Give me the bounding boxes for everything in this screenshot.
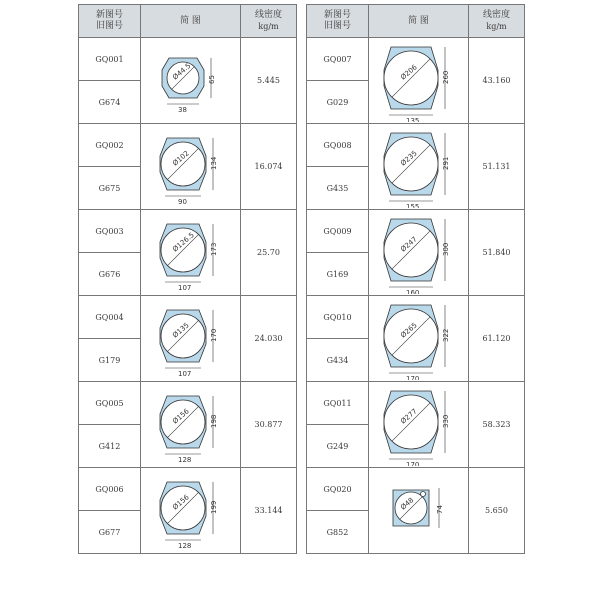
profile-row bbox=[307, 124, 525, 167]
header-old-no: 旧图号 bbox=[95, 21, 123, 31]
profile-row bbox=[307, 38, 525, 81]
profile-drawing bbox=[371, 40, 467, 122]
width-label: 128 bbox=[177, 541, 191, 550]
width-label: 170 bbox=[405, 374, 419, 380]
height-label: 173 bbox=[209, 242, 218, 256]
old-drawing-number: G029 bbox=[307, 81, 369, 124]
linear-density-value: 51.131 bbox=[469, 124, 525, 210]
left-profile-table bbox=[78, 4, 297, 554]
old-drawing-number: G676 bbox=[79, 253, 141, 296]
linear-density-value: 5.445 bbox=[241, 38, 297, 124]
header-diagram: 简 图 bbox=[369, 5, 469, 38]
profile-row bbox=[307, 382, 525, 425]
profile-diagram bbox=[141, 468, 241, 554]
diameter-label: Ø102 bbox=[170, 148, 191, 168]
height-label: 330 bbox=[441, 414, 450, 428]
width-label: 107 bbox=[177, 283, 191, 292]
profile-drawing bbox=[143, 470, 239, 552]
profile-row bbox=[79, 210, 297, 253]
width-label: 128 bbox=[177, 455, 191, 464]
header-density-unit: kg/m bbox=[486, 22, 507, 31]
height-label: 198 bbox=[209, 414, 218, 428]
profile-drawing bbox=[371, 470, 467, 552]
height-label: 260 bbox=[441, 70, 450, 84]
old-drawing-number: G852 bbox=[307, 511, 369, 554]
profile-row bbox=[79, 38, 297, 81]
new-drawing-number: GQ011 bbox=[307, 382, 369, 425]
diameter-label: Ø135 bbox=[170, 320, 191, 340]
width-label: 160 bbox=[405, 288, 419, 294]
width-label: 90 bbox=[177, 197, 187, 206]
linear-density-value: 58.323 bbox=[469, 382, 525, 468]
diameter-label: Ø156 bbox=[170, 406, 191, 426]
profile-drawing bbox=[371, 126, 467, 208]
profile-drawing bbox=[371, 384, 467, 466]
height-label: 74 bbox=[435, 504, 444, 514]
old-drawing-number: G435 bbox=[307, 167, 369, 210]
linear-density-value: 51.840 bbox=[469, 210, 525, 296]
profile-row bbox=[79, 296, 297, 339]
old-drawing-number: G249 bbox=[307, 425, 369, 468]
profile-row bbox=[79, 124, 297, 167]
height-label: 322 bbox=[441, 328, 450, 342]
old-drawing-number: G434 bbox=[307, 339, 369, 382]
header-old-no: 旧图号 bbox=[323, 21, 351, 31]
width-label: 135 bbox=[405, 116, 419, 122]
profile-diagram bbox=[369, 124, 469, 210]
profile-diagram bbox=[141, 296, 241, 382]
left-table-body bbox=[79, 38, 297, 554]
profile-diagram bbox=[141, 382, 241, 468]
profile-row bbox=[79, 468, 297, 511]
diameter-label: Ø277 bbox=[398, 406, 419, 426]
linear-density-value: 25.70 bbox=[241, 210, 297, 296]
header-new-no: 新图号 bbox=[323, 10, 351, 20]
new-drawing-number: GQ008 bbox=[307, 124, 369, 167]
profile-drawing bbox=[143, 212, 239, 294]
profile-row bbox=[307, 210, 525, 253]
linear-density-value: 16.074 bbox=[241, 124, 297, 210]
profile-diagram bbox=[369, 468, 469, 554]
profile-diagram bbox=[369, 210, 469, 296]
header-density-label: 线密度 bbox=[482, 10, 510, 20]
right-table-body bbox=[307, 38, 525, 554]
diameter-label: Ø265 bbox=[398, 320, 419, 340]
diameter-label: Ø126.5 bbox=[170, 230, 196, 254]
height-label: 199 bbox=[209, 500, 218, 514]
width-label: 38 bbox=[177, 105, 187, 114]
profile-drawing bbox=[143, 298, 239, 380]
profile-row bbox=[79, 382, 297, 425]
profile-row bbox=[307, 296, 525, 339]
linear-density-value: 24.030 bbox=[241, 296, 297, 382]
old-drawing-number: G179 bbox=[79, 339, 141, 382]
old-drawing-number: G412 bbox=[79, 425, 141, 468]
profile-diagram bbox=[141, 124, 241, 210]
profile-drawing bbox=[143, 40, 239, 122]
height-label: 170 bbox=[209, 328, 218, 342]
new-drawing-number: GQ005 bbox=[79, 382, 141, 425]
linear-density-value: 30.877 bbox=[241, 382, 297, 468]
new-drawing-number: GQ007 bbox=[307, 38, 369, 81]
old-drawing-number: G674 bbox=[79, 81, 141, 124]
width-label: 155 bbox=[405, 202, 419, 208]
width-label: 170 bbox=[405, 460, 419, 466]
new-drawing-number: GQ001 bbox=[79, 38, 141, 81]
header-density bbox=[241, 5, 297, 38]
new-drawing-number: GQ002 bbox=[79, 124, 141, 167]
header-density-unit: kg/m bbox=[258, 22, 279, 31]
header-numbers bbox=[79, 5, 141, 38]
linear-density-value: 61.120 bbox=[469, 296, 525, 382]
profile-drawing bbox=[143, 384, 239, 466]
header-diagram: 简 图 bbox=[141, 5, 241, 38]
profile-drawing bbox=[143, 126, 239, 208]
height-label: 291 bbox=[441, 156, 450, 170]
new-drawing-number: GQ004 bbox=[79, 296, 141, 339]
profile-row bbox=[307, 468, 525, 511]
height-label: 65 bbox=[207, 74, 216, 84]
old-drawing-number: G169 bbox=[307, 253, 369, 296]
new-drawing-number: GQ009 bbox=[307, 210, 369, 253]
pin-hole bbox=[420, 491, 425, 496]
header-density bbox=[469, 5, 525, 38]
height-label: 134 bbox=[209, 156, 218, 170]
width-label: 107 bbox=[177, 369, 191, 378]
new-drawing-number: GQ003 bbox=[79, 210, 141, 253]
profile-diagram bbox=[141, 210, 241, 296]
linear-density-value: 5.650 bbox=[469, 468, 525, 554]
profile-drawing bbox=[371, 298, 467, 380]
diameter-label: Ø247 bbox=[398, 234, 419, 254]
diameter-label: Ø44.5 bbox=[170, 61, 192, 82]
profile-diagram bbox=[141, 38, 241, 124]
new-drawing-number: GQ010 bbox=[307, 296, 369, 339]
diameter-label: Ø206 bbox=[398, 62, 419, 82]
height-label: 300 bbox=[441, 242, 450, 256]
new-drawing-number: GQ006 bbox=[79, 468, 141, 511]
profile-diagram bbox=[369, 296, 469, 382]
profile-diagram bbox=[369, 38, 469, 124]
linear-density-value: 33.144 bbox=[241, 468, 297, 554]
right-profile-table bbox=[306, 4, 525, 554]
profile-drawing bbox=[371, 212, 467, 294]
header-new-no: 新图号 bbox=[95, 10, 123, 20]
linear-density-value: 43.160 bbox=[469, 38, 525, 124]
diameter-label: Ø48 bbox=[398, 495, 415, 512]
new-drawing-number: GQ020 bbox=[307, 468, 369, 511]
profile-diagram bbox=[369, 382, 469, 468]
diameter-label: Ø235 bbox=[398, 148, 419, 168]
diameter-label: Ø156 bbox=[170, 492, 191, 512]
header-density-label: 线密度 bbox=[254, 10, 282, 20]
header-numbers bbox=[307, 5, 369, 38]
old-drawing-number: G677 bbox=[79, 511, 141, 554]
old-drawing-number: G675 bbox=[79, 167, 141, 210]
